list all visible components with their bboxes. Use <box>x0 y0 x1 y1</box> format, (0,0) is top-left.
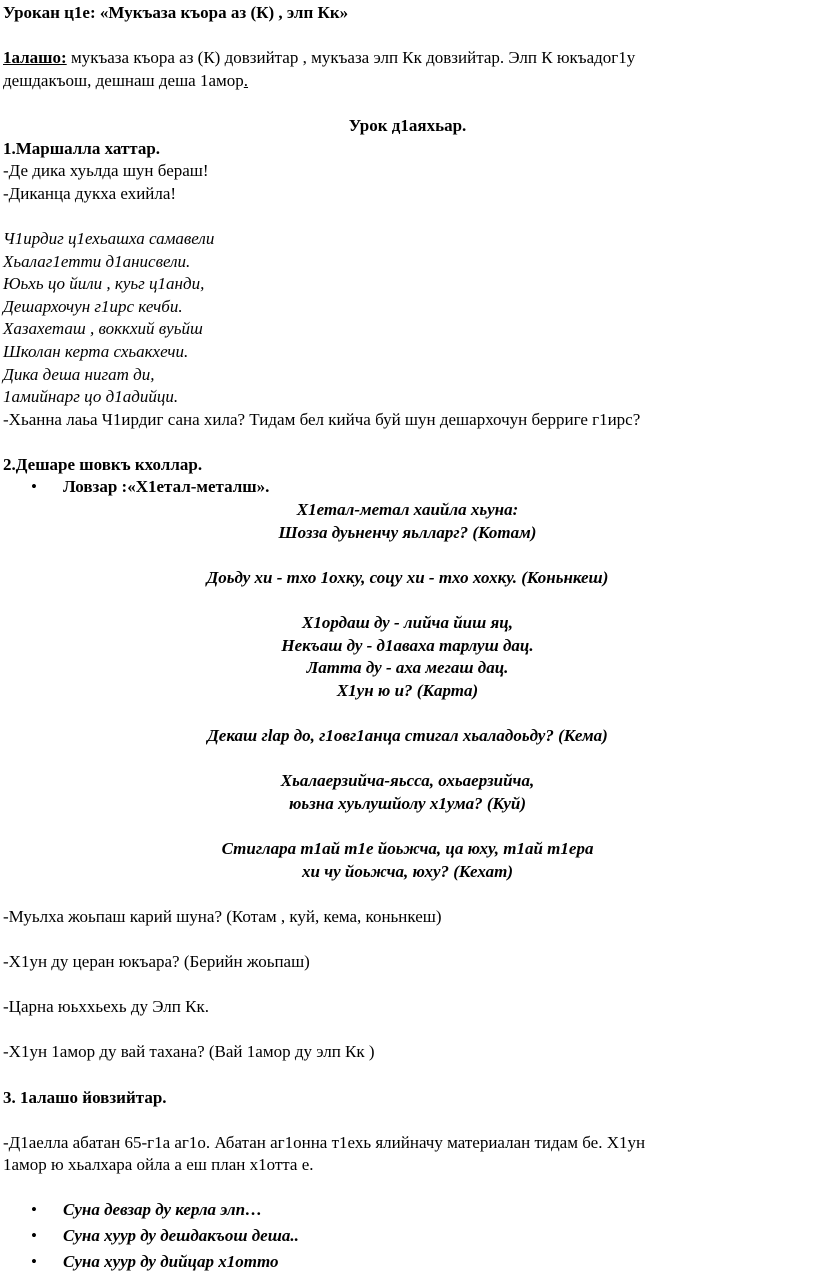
question-line: -Царна юьххьехь ду Элп Кк. <box>3 997 209 1017</box>
lesson-goal-line-1 <box>3 47 812 70</box>
section-3-heading: 3. 1алашо йовзийтар. <box>3 1087 167 1107</box>
riddle-line: Хьалаерзийча-яьсса, охьаерзийча, <box>280 771 535 791</box>
bullet-icon: • <box>31 1226 37 1246</box>
list-item <box>3 1225 812 1248</box>
goal-period: . <box>243 70 249 90</box>
greeting-reply-line: -Диканца дукха ехийла! <box>3 183 177 203</box>
plan-list <box>3 1199 812 1273</box>
plan-item: Суна хуур ду дийцар х1отто <box>63 1251 279 1271</box>
game-title: Ловзар :«Х1етал-металш». <box>63 477 270 497</box>
riddle-line: Х1ун ю и? (Карта) <box>336 680 479 700</box>
document-page <box>0 2 816 1273</box>
poem-line: Юьхь цо йили , куьг ц1анди, <box>3 274 205 294</box>
question-line: -Х1ун ду церан юкъара? (Берийн жоьпаш) <box>3 951 310 971</box>
poem-question: -Хьанна лаьа Ч1ирдиг сана хила? Тидам бел кийча буй шун дешархочун берриге г1ирс? <box>3 409 641 429</box>
lesson-goal-line-2 <box>3 70 812 93</box>
section-2-heading: 2.Дешаре шовкъ кхоллар. <box>3 454 203 474</box>
question-line: -Х1ун 1амор ду вай тахана? (Вай 1амор ду элп Кк ) <box>3 1042 375 1062</box>
bullet-icon: • <box>31 1251 37 1271</box>
riddle-line: юьзна хуьлушйолу х1ума? (Куй) <box>289 793 526 813</box>
plan-item: Суна хуур ду дешдакъош деша.. <box>63 1226 299 1246</box>
list-item <box>3 1251 812 1274</box>
riddle-line: Шозза дуьненчу яьлларг? (Котам) <box>278 522 537 542</box>
bullet-icon: • <box>31 477 37 497</box>
lesson-procedure-heading: Урок д1аяхьар. <box>348 115 467 135</box>
poem <box>3 228 812 409</box>
question-line: -Муьлха жоьпаш карий шуна? (Котам , куй, кема, коньнкеш) <box>3 906 442 926</box>
plan-item: Суна девзар ду керла элп… <box>63 1200 263 1220</box>
game-list <box>3 476 812 499</box>
poem-line: Ч1ирдиг ц1ехьашха самавели <box>3 228 215 248</box>
task-line: 1амор ю хьалхара ойла а еш план х1отта е. <box>3 1155 314 1175</box>
riddle-line: хи чу йоьжча, юху? (Кехат) <box>301 861 513 881</box>
riddle-line: Некъаш ду - д1аваха тарлуш дац. <box>281 635 534 655</box>
goal-text-cont: дешдакъош, дешнаш деша 1амор <box>3 70 244 90</box>
section-1-heading: 1.Маршалла хаттар. <box>3 138 161 158</box>
riddles <box>3 499 812 883</box>
poem-line: 1амийнарг цо д1адийци. <box>3 387 179 407</box>
poem-line: Хазахеташ , воккхий вуьйш <box>3 319 203 339</box>
riddle-line: Х1ордаш ду - лийча йиш яц, <box>302 613 513 633</box>
greeting-line: -Де дика хуьлда шун бераш! <box>3 161 209 181</box>
lesson-title: Урокан ц1е: «Мукъаза къора аз (К) , элп Кк» <box>3 3 349 22</box>
list-item <box>3 476 812 499</box>
riddle-line: Латта ду - аха мегаш дац. <box>306 658 509 678</box>
goal-label: 1алашо: <box>3 48 67 68</box>
poem-line: Дика деша нигат ди, <box>3 364 155 384</box>
bullet-icon: • <box>31 1200 37 1220</box>
goal-text: мукъаза къора аз (К) довзийтар , мукъаза элп Кк довзийтар. Элп К юкъадог1у <box>66 48 636 68</box>
list-item <box>3 1199 812 1222</box>
task-line: -Д1аелла абатан 65-г1а аг1о. Абатан аг1онна т1ехь ялийначу материалан тидам бе. Х1ун <box>3 1132 646 1152</box>
poem-line: Дешархочун г1ирс кечби. <box>3 296 183 316</box>
riddle-line: Декаш гlар до, г1овг1анца стигал хьаладоьду? (Кема) <box>207 726 608 745</box>
riddle-line: Х1етал-метал хаийла хьуна: <box>296 500 519 520</box>
riddle-line: Доьду хи - тхо 1охку, соцу хи - тхо хохку. (Коньнкеш) <box>206 567 609 587</box>
poem-line: Хьалаг1етти д1анисвели. <box>3 251 191 271</box>
riddle-line: Стиглара т1ай т1е йоьжча, ца юху, т1ай т1ера <box>221 838 594 858</box>
poem-line: Школан керта схьакхечи. <box>3 341 189 361</box>
